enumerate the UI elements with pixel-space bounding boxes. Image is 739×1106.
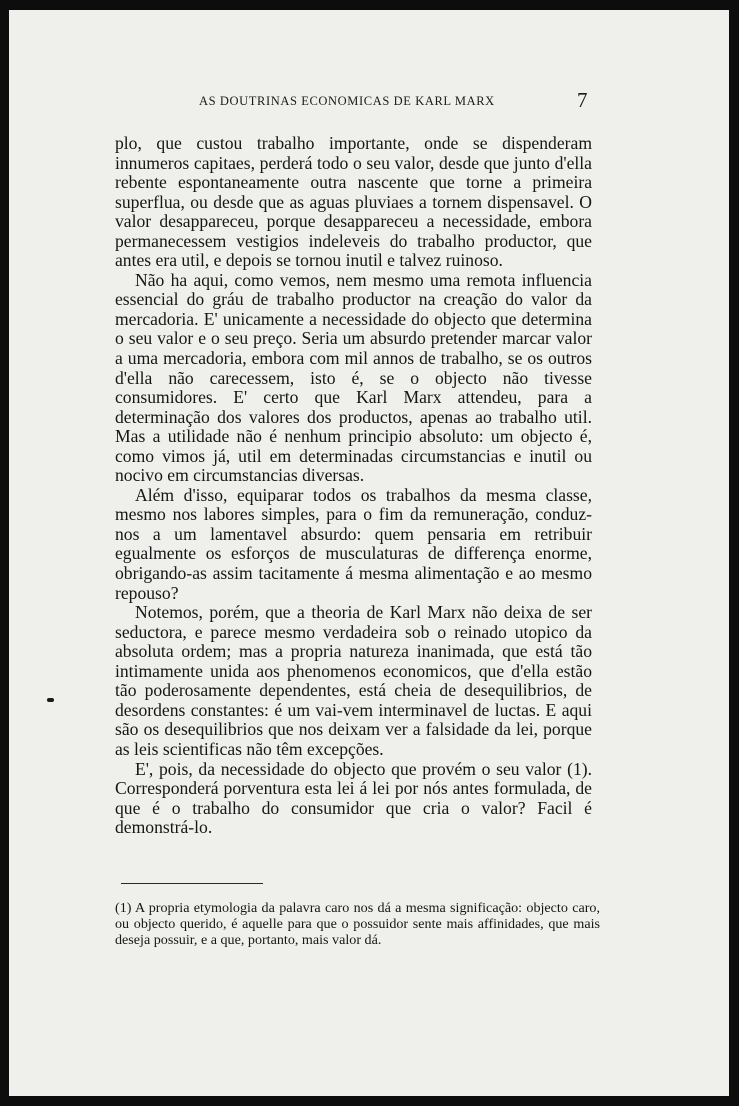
paragraph-5: E', pois, da necessidade do objecto que provém o seu valor (1). Corresponderá porventura esta lei á lei por nós antes formulada, de que é o trabalho do consumidor que cria o valor? Facil é demonstrá-lo. [115,758,592,838]
paragraph-1: plo, que custou trabalho importante, onde se dispenderam innumeros capitaes, perderá todo o seu valor, desde que junto d'ella rebente espontaneamente outra nascente que torne a primeira superflua, ou desde que as aguas pluviaes a tornem dispensavel. O valor desappareceu, porque desappareceu a necessidade, embora permanecessem vestigios indeleveis do trabalho productor, que antes era util, e depois se tornou inutil e talvez ruinoso. [115,133,592,271]
paragraph-3: Além d'isso, equiparar todos os trabalhos da mesma classe, mesmo nos labores simples, para o fim da remuneração, conduz-nos a um lamentavel absurdo: quem pensaria em retribuir egualmente os esforços de musculaturas de differença enorme, obrigando-as assim tacitamente á mesma alimentação e ao mesmo repouso? [115,484,592,603]
margin-mark [47,698,54,702]
book-page [9,10,729,1096]
running-header: AS DOUTRINAS ECONOMICAS DE KARL MARX [199,94,495,108]
paragraph-4: Notemos, porém, que a theoria de Karl Marx não deixa de ser seductora, e parece mesmo verdadeira sob o reinado utopico da absoluta ordem; mas a propria natureza inanimada, que está tão intimamente unida aos phenomenos economicos, que d'ella estão tão poderosamente dependentes, está cheia de desequilibrios, de desordens constantes: é um vai-vem interminavel de luctas. E aqui são os desequilibrios que nos deixam ver a falsidade da lei, porque as leis scientificas não têm excepções. [115,602,592,759]
page-number: 7 [577,88,588,112]
footnote: (1) A propria etymologia da palavra caro nos dá a mesma significação: objecto caro, ou objecto querido, é aquelle para que o possuidor sente mais affinidades, que mais deseja possuir, e a que, portanto, mais valor dá. [115,900,600,948]
main-text [115,134,592,838]
footnote-rule [121,883,263,884]
paragraph-2: Não ha aqui, como vemos, nem mesmo uma remota influencia essencial do gráu de trabalho productor na creação do valor da mercadoria. E' unicamente a necessidade do objecto que determina o seu valor e o seu preço. Seria um absurdo pretender marcar valor a uma mercadoria, embora com mil annos de trabalho, se os outros d'ella não carecessem, isto é, se o objecto não tivesse consumidores. E' certo que Karl Marx attendeu, para a determinação dos valores dos productos, apenas ao trabalho util. Mas a utilidade não é nenhum principio absoluto: um objecto é, como vimos já, util em determinadas circumstancias e inutil ou nocivo em circumstancias diversas. [115,269,592,486]
